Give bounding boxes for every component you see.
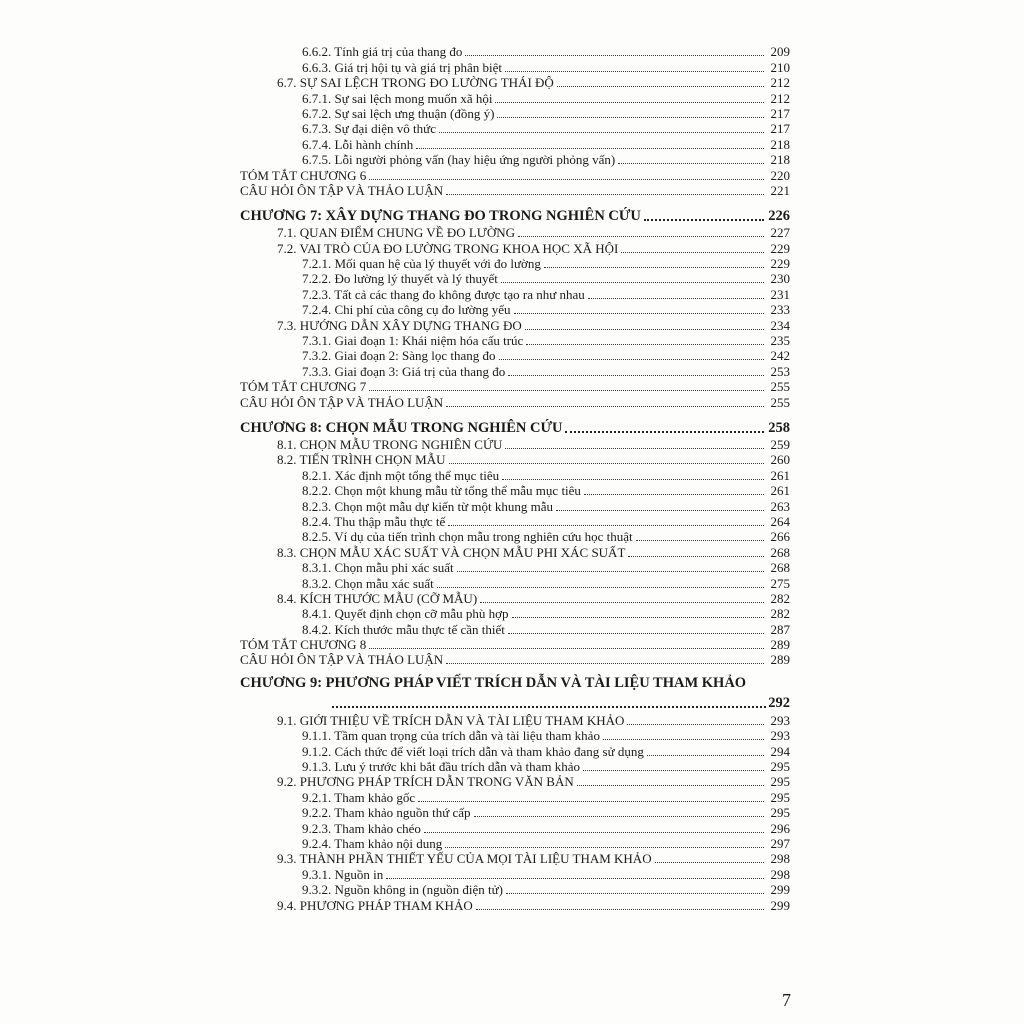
chapter-6-tail-section xyxy=(240,44,790,198)
toc-entry xyxy=(240,467,790,482)
toc-entry xyxy=(240,544,790,559)
chapter-heading xyxy=(240,674,790,712)
toc-entry xyxy=(240,728,790,743)
dot-leader xyxy=(369,647,764,649)
toc-entry xyxy=(240,483,790,498)
toc-entry-page: 295 xyxy=(770,759,790,775)
toc-entry xyxy=(240,759,790,774)
toc-entry-page: 287 xyxy=(770,621,790,637)
toc-entry-page: 299 xyxy=(770,897,790,913)
toc-entry-page: 234 xyxy=(770,317,790,333)
toc-entry xyxy=(240,90,790,105)
chapter-page: 226 xyxy=(768,207,790,224)
toc-entry-page: 295 xyxy=(770,789,790,805)
dot-leader xyxy=(584,493,764,495)
dot-leader xyxy=(495,101,764,103)
toc-entry xyxy=(240,621,790,636)
toc-entry xyxy=(240,152,790,167)
dot-leader xyxy=(476,908,764,910)
dot-leader xyxy=(628,555,764,557)
toc-entry-title: 6.7.5. Lỗi người phỏng vấn (hay hiệu ứng người phỏng vấn) xyxy=(302,152,616,168)
dot-leader xyxy=(497,116,764,118)
dot-leader xyxy=(332,706,766,708)
toc-entry xyxy=(240,789,790,804)
toc-entry-page: 289 xyxy=(770,637,790,653)
toc-entry xyxy=(240,529,790,544)
toc-entry-page: 261 xyxy=(770,467,790,483)
toc-entry-title: 6.7.1. Sự sai lệch mong muốn xã hội xyxy=(302,90,493,106)
chapter-leader-line xyxy=(240,694,790,712)
toc-entry-page: 298 xyxy=(770,866,790,882)
toc-entry-title: 9.4. PHƯƠNG PHÁP THAM KHẢO xyxy=(277,897,473,913)
toc-entry-page: 253 xyxy=(770,363,790,379)
toc-entry-page: 218 xyxy=(770,136,790,152)
dot-leader xyxy=(457,570,764,572)
dot-leader xyxy=(636,539,764,541)
dot-leader xyxy=(499,358,764,360)
toc-entry-title: 8.2.1. Xác định một tổng thể mục tiêu xyxy=(302,467,500,483)
toc-entry-page: 295 xyxy=(770,774,790,790)
toc-entry-title: 7.3.1. Giai đoạn 1: Khái niệm hóa cấu trúc xyxy=(302,333,524,349)
toc-entry xyxy=(240,606,790,621)
toc-entry xyxy=(240,575,790,590)
dot-leader xyxy=(437,586,764,588)
toc-entry-page: 293 xyxy=(770,712,790,728)
toc-entry-title: CÂU HỎI ÔN TẬP VÀ THẢO LUẬN xyxy=(240,182,444,198)
dot-leader xyxy=(448,524,764,526)
toc-entry-page: 268 xyxy=(770,560,790,576)
toc-entry xyxy=(240,774,790,789)
toc-entry-page: 255 xyxy=(770,379,790,395)
toc-entry-page: 298 xyxy=(770,851,790,867)
dot-leader xyxy=(386,877,764,879)
dot-leader xyxy=(474,815,764,817)
toc-entry-title: 9.1.1. Tầm quan trọng của trích dẫn và tài liệu tham khảo xyxy=(302,728,600,744)
toc-entry-title: 8.4. KÍCH THƯỚC MẪU (CỠ MẪU) xyxy=(277,590,478,606)
toc-entry-title: 6.6.2. Tính giá trị của thang đo xyxy=(302,44,463,60)
toc-entry-title: 7.3. HƯỚNG DẪN XÂY DỰNG THANG ĐO xyxy=(277,317,522,333)
toc-entry xyxy=(240,348,790,363)
toc-entry xyxy=(240,317,790,332)
toc-entry-page: 217 xyxy=(770,121,790,137)
toc-entry-title: 6.6.3. Giá trị hội tụ và giá trị phân biệt xyxy=(302,59,503,75)
dot-leader xyxy=(565,430,764,433)
chapter-heading xyxy=(240,205,790,225)
toc-entry-page: 233 xyxy=(770,302,790,318)
toc-entry-title: 9.2.3. Tham khảo chéo xyxy=(302,820,421,836)
toc-entry-title: 7.2.3. Tất cả các thang đo không được tạo ra như nhau xyxy=(302,286,585,302)
dot-leader xyxy=(508,632,764,634)
dot-leader xyxy=(508,374,764,376)
dot-leader xyxy=(449,462,764,464)
toc-entry xyxy=(240,363,790,378)
dot-leader xyxy=(514,312,764,314)
toc-entry xyxy=(240,866,790,881)
chapter-page: 258 xyxy=(768,419,790,436)
toc-entry-title: 8.1. CHỌN MẪU TRONG NGHIÊN CỨU xyxy=(277,436,503,452)
toc-entry-title: 9.1. GIỚI THIỆU VỀ TRÍCH DẪN VÀ TÀI LIỆU THAM KHẢO xyxy=(277,712,625,728)
toc-entry-title: 8.3.2. Chọn mẫu xác suất xyxy=(302,575,434,591)
toc-entry-page: 264 xyxy=(770,513,790,529)
toc-entry-page: 229 xyxy=(770,240,790,256)
toc-entry-title: 8.2.5. Ví dụ của tiến trình chọn mẫu trong nghiên cứu học thuật xyxy=(302,529,633,545)
toc-entry xyxy=(240,712,790,727)
dot-leader xyxy=(501,281,764,283)
toc-entry xyxy=(240,333,790,348)
chapter-9-section xyxy=(240,674,790,912)
toc-entry xyxy=(240,743,790,758)
dot-leader xyxy=(369,178,764,180)
toc-entry xyxy=(240,560,790,575)
toc-entry-page: 260 xyxy=(770,452,790,468)
toc-entry xyxy=(240,183,790,198)
toc-entry xyxy=(240,302,790,317)
dot-leader xyxy=(603,738,764,740)
toc-entry xyxy=(240,851,790,866)
table-of-contents xyxy=(240,44,790,913)
dot-leader xyxy=(439,131,764,133)
toc-entry-title: 8.2.2. Chọn một khung mẫu từ tổng thể mẫu mục tiêu xyxy=(302,483,581,499)
dot-leader xyxy=(446,662,764,664)
dot-leader xyxy=(577,784,764,786)
toc-entry xyxy=(240,897,790,912)
toc-entry-title: 9.1.3. Lưu ý trước khi bắt đầu trích dẫn và tham khảo xyxy=(302,759,581,775)
toc-entry xyxy=(240,286,790,301)
toc-entry-title: 6.7. SỰ SAI LỆCH TRONG ĐO LƯỜNG THÁI ĐỘ xyxy=(277,75,554,91)
toc-entry xyxy=(240,637,790,652)
toc-entry xyxy=(240,652,790,667)
toc-entry-page: 293 xyxy=(770,728,790,744)
toc-entry-title: 6.7.4. Lỗi hành chính xyxy=(302,136,414,152)
dot-leader xyxy=(512,616,764,618)
toc-entry xyxy=(240,836,790,851)
toc-entry-page: 231 xyxy=(770,286,790,302)
toc-entry xyxy=(240,882,790,897)
toc-entry-page: 235 xyxy=(770,333,790,349)
toc-entry-page: 263 xyxy=(770,498,790,514)
toc-entry-title: 7.3.2. Giai đoạn 2: Sàng lọc thang đo xyxy=(302,348,496,364)
chapter-7-section xyxy=(240,205,790,410)
dot-leader xyxy=(655,861,764,863)
toc-entry xyxy=(240,452,790,467)
toc-entry-title: 9.1.2. Cách thức để viết loại trích dẫn và tham khảo đang sử dụng xyxy=(302,743,644,759)
toc-entry-page: 227 xyxy=(770,225,790,241)
dot-leader xyxy=(556,509,764,511)
toc-entry-page: 295 xyxy=(770,805,790,821)
toc-entry-page: 210 xyxy=(770,59,790,75)
toc-entry-title: TÓM TẮT CHƯƠNG 8 xyxy=(240,637,367,653)
toc-entry-title: 7.2.2. Đo lường lý thuyết và lý thuyết xyxy=(302,271,498,287)
toc-entry xyxy=(240,75,790,90)
toc-entry-page: 275 xyxy=(770,575,790,591)
dot-leader xyxy=(506,892,764,894)
toc-entry-title: 8.4.1. Quyết định chọn cỡ mẫu phù hợp xyxy=(302,606,509,622)
toc-entry xyxy=(240,591,790,606)
page-number: 7 xyxy=(782,990,791,1010)
chapter-title: CHƯƠNG 9: PHƯƠNG PHÁP VIẾT TRÍCH DẪN VÀ TÀI LIỆU THAM KHẢO xyxy=(240,675,747,692)
dot-leader xyxy=(526,343,764,345)
toc-entry-page: 218 xyxy=(770,152,790,168)
dot-leader xyxy=(518,235,764,237)
dot-leader xyxy=(505,70,764,72)
dot-leader xyxy=(424,831,764,833)
toc-entry-page: 212 xyxy=(770,90,790,106)
toc-entry-title: 7.3.3. Giai đoạn 3: Giá trị của thang đo xyxy=(302,363,506,379)
toc-entry-page: 230 xyxy=(770,271,790,287)
toc-entry-title: 9.3.2. Nguồn không in (nguồn điện tử) xyxy=(302,882,503,898)
toc-entry-page: 242 xyxy=(770,348,790,364)
toc-entry-title: 6.7.3. Sự đại diện vô thức xyxy=(302,121,436,137)
toc-entry xyxy=(240,121,790,136)
toc-entry xyxy=(240,136,790,151)
toc-entry-title: 8.4.2. Kích thước mẫu thực tế cần thiết xyxy=(302,621,505,637)
toc-entry-title: 9.3.1. Nguồn in xyxy=(302,866,384,882)
toc-entry xyxy=(240,106,790,121)
dot-leader xyxy=(446,193,764,195)
toc-entry-page: 220 xyxy=(770,167,790,183)
dot-leader xyxy=(525,328,764,330)
toc-entry-page: 266 xyxy=(770,529,790,545)
toc-entry-title: 9.3. THÀNH PHẦN THIẾT YẾU CỦA MỌI TÀI LIỆU THAM KHẢO xyxy=(277,851,652,867)
dot-leader xyxy=(416,147,764,149)
toc-entry xyxy=(240,59,790,74)
toc-entry-title: 8.3. CHỌN MẪU XÁC SUẤT VÀ CHỌN MẪU PHI XÁC SUẤT xyxy=(277,544,626,560)
dot-leader xyxy=(557,85,764,87)
toc-entry xyxy=(240,44,790,59)
dot-leader xyxy=(621,251,764,253)
toc-entry-page: 259 xyxy=(770,436,790,452)
chapter-heading xyxy=(240,417,790,437)
toc-entry-page: 299 xyxy=(770,882,790,898)
dot-leader xyxy=(502,478,764,480)
dot-leader xyxy=(445,846,764,848)
toc-entry-title: 6.7.2. Sự sai lệch ưng thuận (đồng ý) xyxy=(302,105,495,121)
toc-entry-title: 8.2.3. Chọn một mẫu dự kiến từ một khung mẫu xyxy=(302,498,553,514)
dot-leader xyxy=(627,723,764,725)
toc-entry-page: 296 xyxy=(770,820,790,836)
chapter-8-section xyxy=(240,417,790,668)
chapter-title: CHƯƠNG 7: XÂY DỰNG THANG ĐO TRONG NGHIÊN CỨU xyxy=(240,207,641,224)
chapter-title: CHƯƠNG 8: CHỌN MẪU TRONG NGHIÊN CỨU xyxy=(240,419,563,436)
toc-entry-title: 9.2. PHƯƠNG PHÁP TRÍCH DẪN TRONG VĂN BẢN xyxy=(277,774,574,790)
dot-leader xyxy=(588,297,764,299)
dot-leader xyxy=(480,601,764,603)
toc-entry-title: TÓM TẮT CHƯƠNG 6 xyxy=(240,167,367,183)
dot-leader xyxy=(505,447,764,449)
toc-entry xyxy=(240,256,790,271)
dot-leader xyxy=(544,266,764,268)
toc-entry-title: 9.2.1. Tham khảo gốc xyxy=(302,789,416,805)
toc-entry-title: TÓM TẮT CHƯƠNG 7 xyxy=(240,379,367,395)
toc-entry-title: 7.2.1. Mối quan hệ của lý thuyết với đo lường xyxy=(302,256,541,272)
toc-entry-title: 9.2.4. Tham khảo nội dung xyxy=(302,835,443,851)
dot-leader xyxy=(446,405,764,407)
toc-entry-title: 9.2.2. Tham khảo nguồn thứ cấp xyxy=(302,805,471,821)
toc-entry-page: 261 xyxy=(770,483,790,499)
dot-leader xyxy=(465,54,764,56)
toc-entry-page: 282 xyxy=(770,590,790,606)
toc-entry-page: 282 xyxy=(770,606,790,622)
toc-entry-title: 7.1. QUAN ĐIỂM CHUNG VỀ ĐO LƯỜNG xyxy=(277,225,516,241)
toc-entry xyxy=(240,498,790,513)
toc-entry-title: 8.2.4. Thu thập mẫu thực tế xyxy=(302,513,446,529)
toc-entry-page: 268 xyxy=(770,544,790,560)
toc-entry xyxy=(240,167,790,182)
toc-entry xyxy=(240,379,790,394)
toc-entry-page: 229 xyxy=(770,256,790,272)
chapter-page: 292 xyxy=(768,695,790,712)
toc-entry xyxy=(240,225,790,240)
toc-entry-title: 8.2. TIẾN TRÌNH CHỌN MẪU xyxy=(277,452,446,468)
toc-entry-page: 221 xyxy=(770,182,790,198)
dot-leader xyxy=(618,162,764,164)
toc-entry-page: 255 xyxy=(770,394,790,410)
toc-entry-title: 8.3.1. Chọn mẫu phi xác suất xyxy=(302,560,454,576)
toc-entry-page: 212 xyxy=(770,75,790,91)
toc-entry xyxy=(240,271,790,286)
toc-entry-title: 7.2.4. Chi phí của công cụ đo lường yếu xyxy=(302,302,511,318)
toc-entry-page: 297 xyxy=(770,835,790,851)
dot-leader xyxy=(583,769,764,771)
dot-leader xyxy=(647,754,764,756)
toc-entry xyxy=(240,394,790,409)
toc-entry xyxy=(240,805,790,820)
toc-entry xyxy=(240,240,790,255)
toc-entry-page: 209 xyxy=(770,44,790,60)
dot-leader xyxy=(418,800,764,802)
toc-entry-title: CÂU HỎI ÔN TẬP VÀ THẢO LUẬN xyxy=(240,394,444,410)
toc-entry-title: CÂU HỎI ÔN TẬP VÀ THẢO LUẬN xyxy=(240,652,444,668)
dot-leader xyxy=(369,389,764,391)
toc-entry-title: 7.2. VAI TRÒ CỦA ĐO LƯỜNG TRONG KHOA HỌC XÃ HỘI xyxy=(277,240,619,256)
toc-entry xyxy=(240,820,790,835)
toc-entry-page: 217 xyxy=(770,105,790,121)
toc-entry-page: 294 xyxy=(770,743,790,759)
dot-leader xyxy=(644,218,764,221)
toc-entry xyxy=(240,514,790,529)
toc-entry xyxy=(240,437,790,452)
toc-entry-page: 289 xyxy=(770,652,790,668)
